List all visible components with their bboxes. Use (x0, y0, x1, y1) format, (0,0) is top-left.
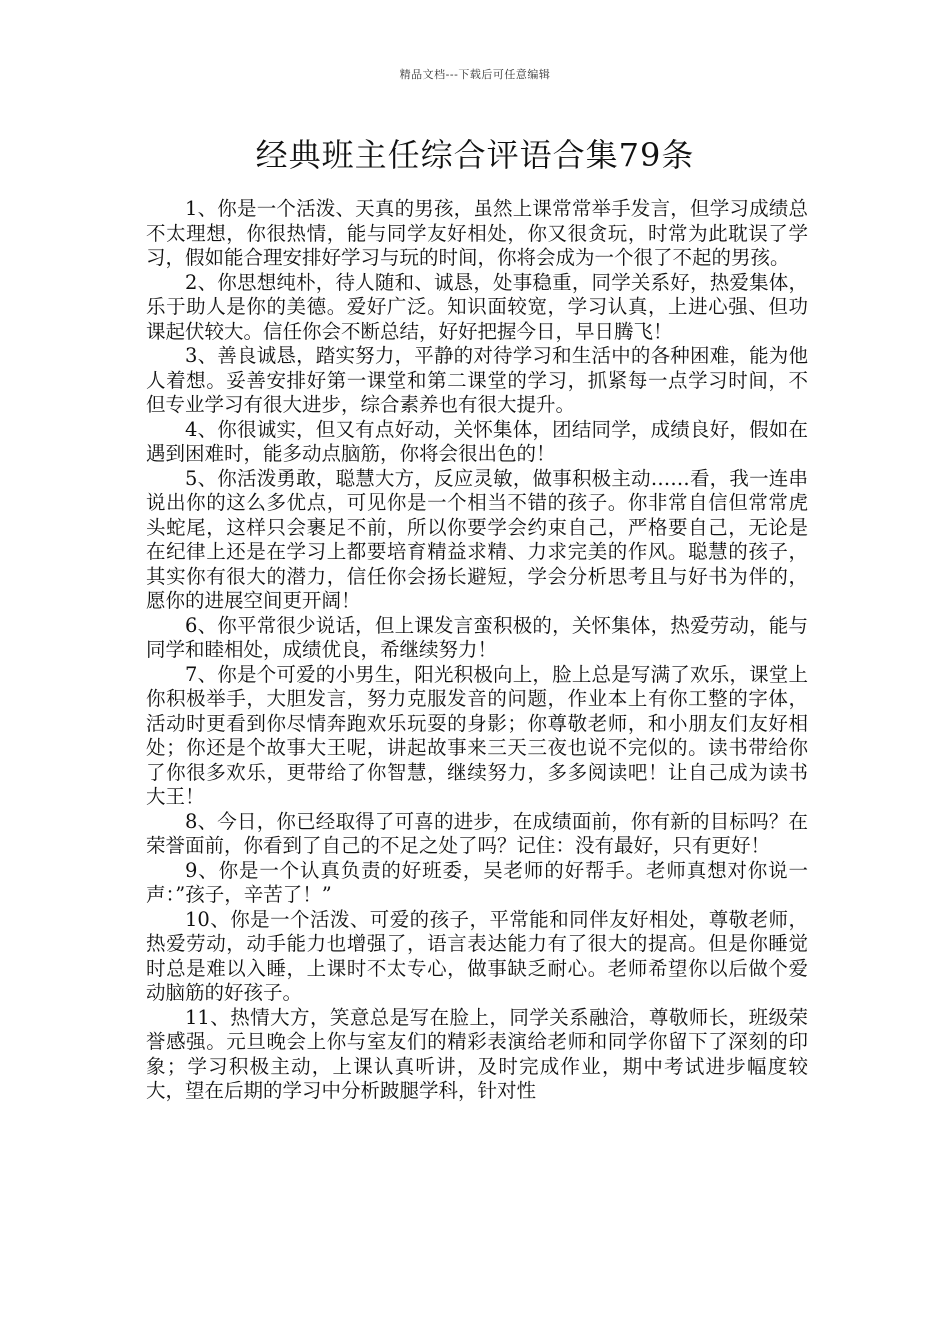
page-header-note: 精品文档---下载后可任意编辑 (399, 68, 551, 81)
comment-paragraph-1: 1、你是一个活泼、天真的男孩，虽然上课常常举手发言，但学习成绩总不太理想，你很热情，能与同学友好相处，你又很贪玩，时常为此耽误了学习，假如能合理安排好学习与玩的时间，你将会成为一个很了不起的男孩。 (146, 197, 808, 269)
comment-paragraph-2: 2、你思想纯朴，待人随和、诚恳，处事稳重，同学关系好，热爱集体，乐于助人是你的美德。爱好广泛。知识面较宽，学习认真，上进心强、但功课起伏较大。信任你会不断总结，好好把握今日，早日腾飞！ (146, 270, 808, 343)
document-body (146, 197, 808, 1104)
comment-paragraph-11: 11、热情大方，笑意总是写在脸上，同学关系融洽，尊敬师长，班级荣誉感强。元旦晚会上你与室友们的精彩表演给老师和同学你留下了深刻的印象；学习积极主动，上课认真听讲，及时完成作业，期中考试进步幅度较大，望在后期的学习中分析跛腿学科，针对性 (146, 1005, 808, 1102)
comment-paragraph-10: 10、你是一个活泼、可爱的孩子，平常能和同伴友好相处，尊敬老师，热爱劳动，动手能力也增强了，语言表达能力有了很大的提高。但是你睡觉时总是难以入睡，上课时不太专心，做事缺乏耐心。老师希望你以后做个爱动脑筋的好孩子。 (146, 907, 808, 1004)
comment-paragraph-5: 5、你活泼勇敢，聪慧大方，反应灵敏，做事积极主动……看，我一连串说出你的这么多优点，可见你是一个相当不错的孩子。你非常自信但常常虎头蛇尾，这样只会裹足不前，所以你要学会约束自己，严格要自己，无论是在纪律上还是在学习上都要培育精益求精、力求完美的作风。聪慧的孩子，其实你有很大的潜力，信任你会扬长避短，学会分析思考且与好书为伴的，愿你的进展空间更开阔！ (146, 466, 808, 612)
comment-paragraph-4: 4、你很诚实，但又有点好动，关怀集体，团结同学，成绩良好，假如在遇到困难时，能多动点脑筋，你将会很出色的！ (146, 417, 808, 465)
document-title: 经典班主任综合评语合集79条 (255, 136, 695, 174)
comment-paragraph-6: 6、你平常很少说话，但上课发言蛮积极的，关怀集体，热爱劳动，能与同学和睦相处，成绩优良，希继续努力！ (146, 613, 808, 661)
comment-paragraph-8: 8、今日，你已经取得了可喜的进步，在成绩面前，你有新的目标吗？在荣誉面前，你看到了自己的不足之处了吗？记住：没有最好，只有更好！ (146, 809, 808, 857)
comment-paragraph-9: 9、你是一个认真负责的好班委，吴老师的好帮手。老师真想对你说一声：”孩子，辛苦了！” (146, 858, 808, 906)
comment-paragraph-3: 3、善良诚恳，踏实努力，平静的对待学习和生活中的各种困难，能为他人着想。妥善安排好第一课堂和第二课堂的学习，抓紧每一点学习时间，不但专业学习有很大进步，综合素养也有很大提升。 (146, 344, 808, 416)
comment-paragraph-7: 7、你是个可爱的小男生，阳光积极向上，脸上总是写满了欢乐，课堂上你积极举手，大胆发言，努力克服发音的问题，作业本上有你工整的字体，活动时更看到你尽情奔跑欢乐玩耍的身影；你尊敬老师，和小朋友们友好相处；你还是个故事大王呢，讲起故事来三天三夜也说不完似的。读书带给你了你很多欢乐，更带给了你智慧，继续努力，多多阅读吧！让自己成为读书大王！ (146, 662, 808, 808)
